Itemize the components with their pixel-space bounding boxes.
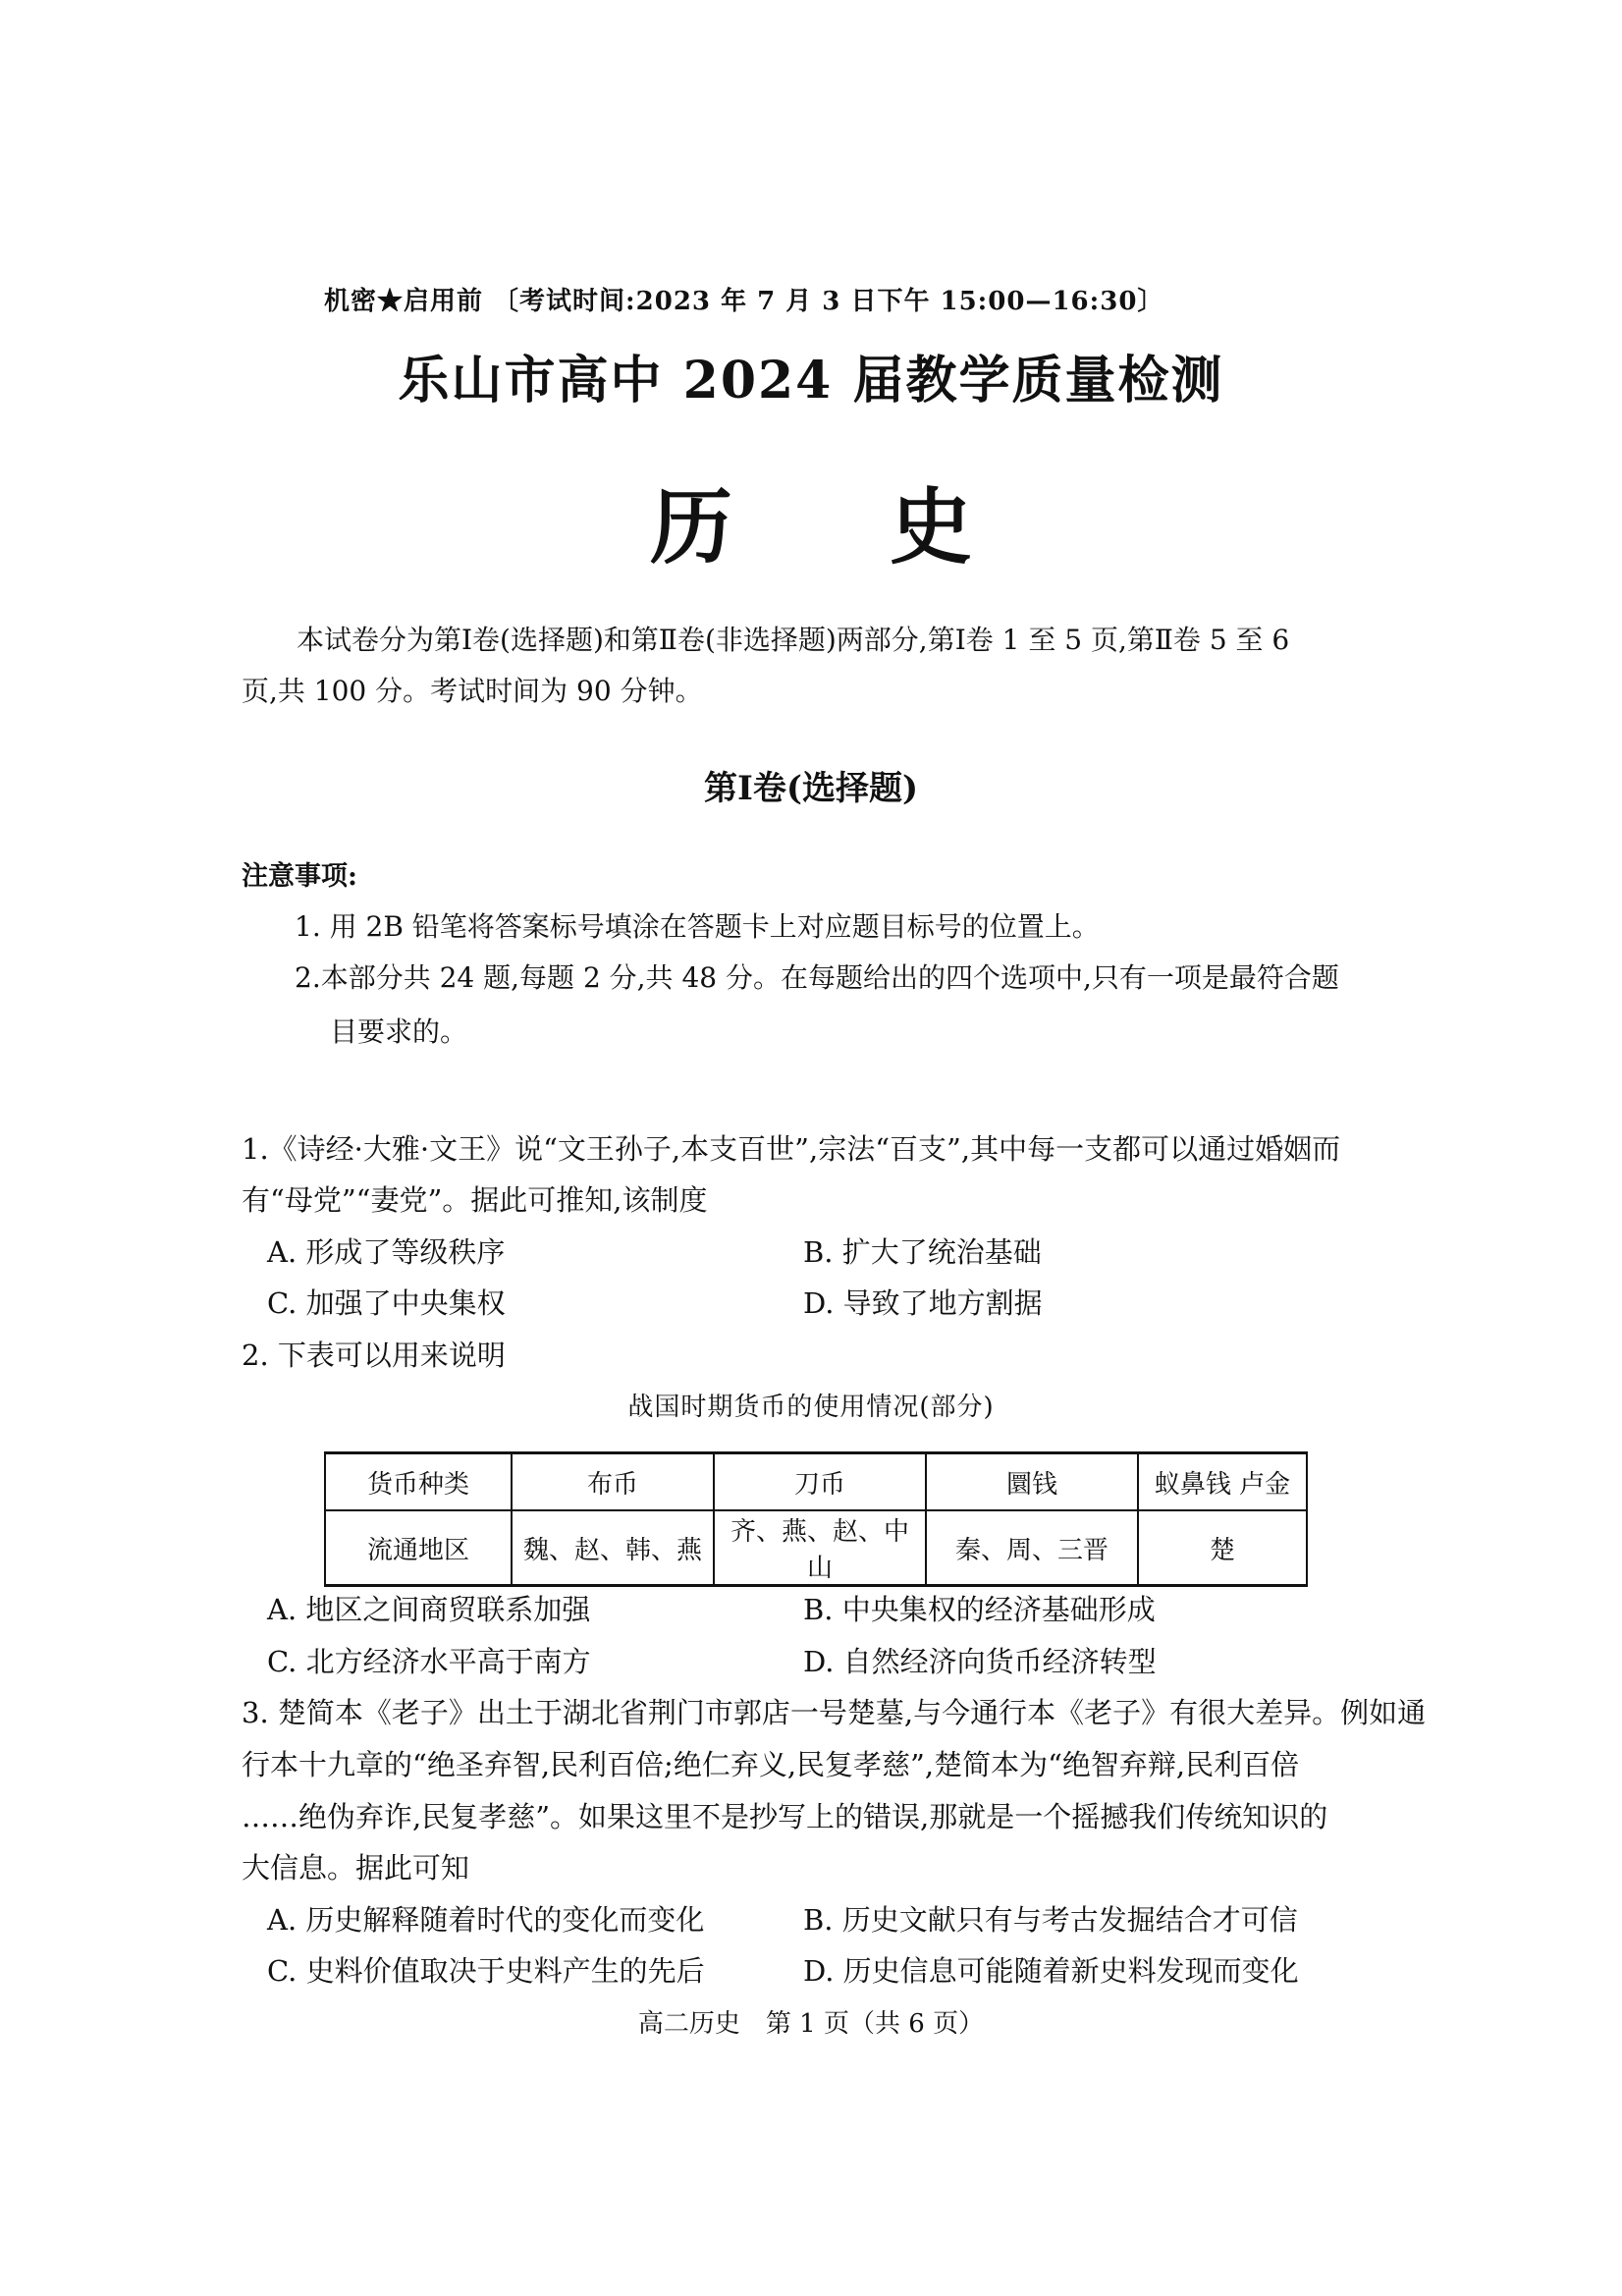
q2-option-d: D. 自然经济向货币经济转型 [803,1645,1157,1678]
q3-option-d: D. 历史信息可能随着新史料发现而变化 [803,1954,1299,1988]
q1-option-b: B. 扩大了统治基础 [803,1235,1042,1269]
confidential-notice: 机密★启用前 〔考试时间:2023 年 7 月 3 日下午 15:00—16:30〕 [324,287,1164,316]
table-cell: 布币 [512,1453,714,1511]
intro-line-1: 本试卷分为第Ⅰ卷(选择题)和第Ⅱ卷(非选择题)两部分,第Ⅰ卷 1 至 5 页,第Ⅱ卷 5 至 6 [297,624,1290,656]
notice-item-2-cont: 目要求的。 [330,1015,468,1048]
section-title: 第Ⅰ卷(选择题) [703,769,919,808]
q3-stem-line-4: 大信息。据此可知 [242,1851,470,1885]
exam-title: 乐山市高中 2024 届教学质量检测 [398,351,1224,410]
notice-heading: 注意事项: [242,861,357,892]
intro-line-2: 页,共 100 分。考试时间为 90 分钟。 [242,675,703,707]
table-cell: 楚 [1138,1510,1307,1586]
q1-option-a: A. 形成了等级秩序 [267,1235,506,1269]
q1-stem-line-1: 1.《诗经·大雅·文王》说“文王孙子,本支百世”,宗法“百支”,其中每一支都可以通过婚姻而 [242,1132,1341,1166]
q3-option-c: C. 史料价值取决于史料产生的先后 [267,1954,705,1988]
subject-char-2: 史 [890,478,973,575]
q2-option-c: C. 北方经济水平高于南方 [267,1645,591,1678]
notice-item-2: 2.本部分共 24 题,每题 2 分,共 48 分。在每题给出的四个选项中,只有一项是最符合题 [295,961,1339,994]
q2-stem: 2. 下表可以用来说明 [242,1339,506,1372]
q2-option-a: A. 地区之间商贸联系加强 [267,1593,591,1626]
subject-title [0,462,1622,580]
q3-stem-line-2: 行本十九章的“绝圣弃智,民利百倍;绝仁弃义,民复孝慈”,楚简本为“绝智弃辩,民利百倍 [242,1748,1300,1781]
table-cell: 齐、燕、赵、中山 [714,1510,926,1586]
table-cell: 秦、周、三晋 [926,1510,1138,1586]
q1-option-d: D. 导致了地方割据 [803,1286,1043,1320]
table-row [325,1510,1307,1586]
q3-stem-line-1: 3. 楚简本《老子》出土于湖北省荆门市郭店一号楚墓,与今通行本《老子》有很大差异。例如通 [242,1696,1427,1729]
table-caption: 战国时期货币的使用情况(部分) [627,1393,995,1422]
currency-table [324,1451,1308,1587]
notice-item-1: 1. 用 2B 铅笔将答案标号填涂在答题卡上对应题目标号的位置上。 [295,910,1100,943]
table-cell: 魏、赵、韩、燕 [512,1510,714,1586]
table-cell: 货币种类 [325,1453,512,1511]
table-cell: 流通地区 [325,1510,512,1586]
q1-stem-line-2: 有“母党”“妻党”。据此可推知,该制度 [242,1183,708,1217]
q3-option-a: A. 历史解释随着时代的变化而变化 [267,1903,705,1937]
q2-option-b: B. 中央集权的经济基础形成 [803,1593,1156,1626]
q3-stem-line-3: ……绝伪弃诈,民复孝慈”。如果这里不是抄写上的错误,那就是一个摇撼我们传统知识的 [242,1800,1328,1833]
q3-option-b: B. 历史文献只有与考古发掘结合才可信 [803,1903,1298,1937]
table-cell: 蚁鼻钱 卢金 [1138,1453,1307,1511]
page-footer: 高二历史 第 1 页（共 6 页） [637,2009,985,2039]
table-row [325,1453,1307,1511]
table-cell: 圜钱 [926,1453,1138,1511]
table-cell: 刀币 [714,1453,926,1511]
q1-option-c: C. 加强了中央集权 [267,1286,506,1320]
subject-char-1: 历 [649,478,732,575]
